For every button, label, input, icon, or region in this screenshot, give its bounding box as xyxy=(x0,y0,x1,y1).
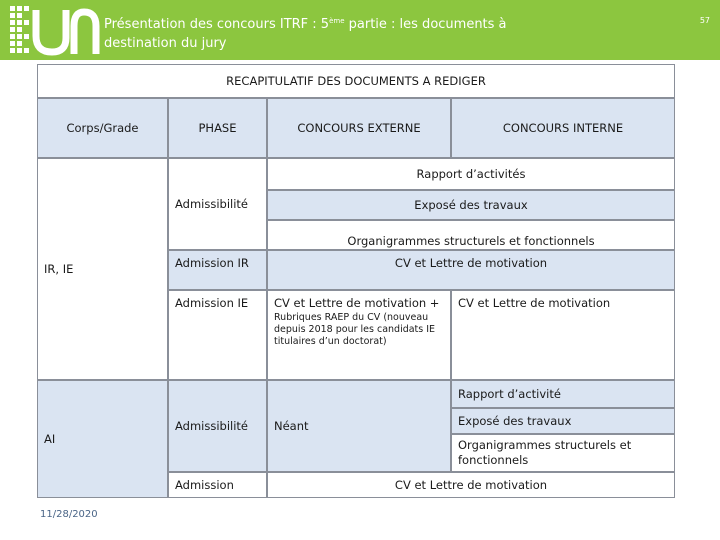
organigrammes-cell: Organigrammes structurels et fonctionnels xyxy=(267,220,675,250)
header-corps-grade: Corps/Grade xyxy=(37,98,168,158)
phase-admission-ai: Admission xyxy=(168,472,267,498)
admission-ie-externe-docs: CV et Lettre de motivation + xyxy=(274,296,440,310)
expose-travaux-cell: Exposé des travaux xyxy=(267,190,675,220)
phase-admissibilite-ir-ie: Admissibilité xyxy=(168,158,267,250)
phase-admission-ie: Admission IE xyxy=(168,290,267,380)
ai-rapport-activite: Rapport d’activité xyxy=(451,380,675,408)
rapport-activites-cell xyxy=(267,158,675,190)
corps-ai: AI xyxy=(37,380,168,498)
ai-admission-docs: CV et Lettre de motivation xyxy=(267,472,675,498)
page-number: 57 xyxy=(699,16,710,25)
header-phase: PHASE xyxy=(168,98,267,158)
corps-ir-ie: IR, IE xyxy=(37,158,168,380)
table-title: RECAPITULATIF DES DOCUMENTS A REDIGER xyxy=(37,64,675,98)
header-concours-interne: CONCOURS INTERNE xyxy=(451,98,675,158)
admission-ie-interne: CV et Lettre de motivation xyxy=(451,290,675,380)
header-bar xyxy=(0,0,720,60)
header-concours-externe: CONCOURS EXTERNE xyxy=(267,98,451,158)
admission-ie-externe xyxy=(267,290,451,380)
university-logo-icon xyxy=(8,2,100,58)
ai-organigrammes: Organigrammes structurels et fonctionnels xyxy=(451,434,675,472)
admission-ie-externe-note: Rubriques RAEP du CV (nouveau depuis 2018 pour les candidats IE titulaires d’un doctorat) xyxy=(274,312,436,347)
ai-externe-neant: Néant xyxy=(267,380,451,472)
page-title: Présentation des concours ITRF : 5ème partie : les documents à destination du jury xyxy=(104,17,507,51)
phase-admission-ir: Admission IR xyxy=(168,250,267,290)
phase-admissibilite-ai: Admissibilité xyxy=(168,380,267,472)
rapport-activites-text: Rapport d’activités xyxy=(416,166,526,181)
ai-expose-travaux: Exposé des travaux xyxy=(451,408,675,434)
footer-date: 11/28/2020 xyxy=(40,509,98,520)
admission-ir-docs: CV et Lettre de motivation xyxy=(267,250,675,290)
